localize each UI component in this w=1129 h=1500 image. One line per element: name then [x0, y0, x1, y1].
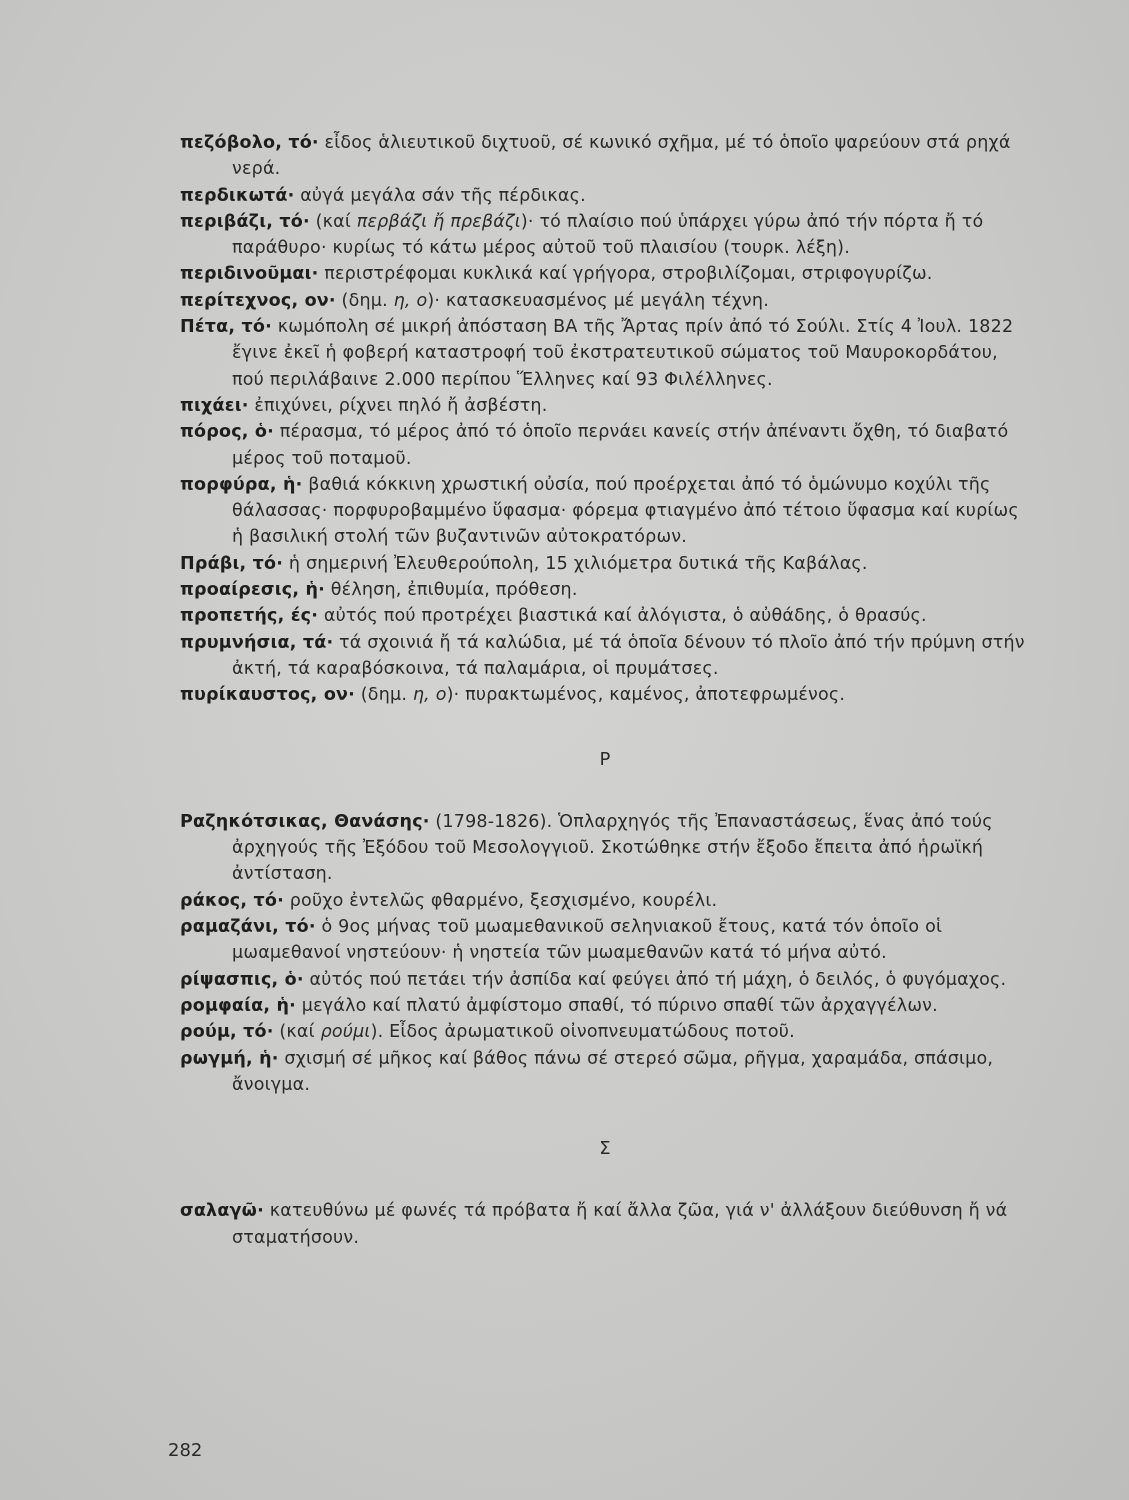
definition: πέρασμα, τό μέρος ἀπό τό ὁποῖο περνάει κανείς στήν ἀπέναντι ὄχθη, τό διαβατό μέρος τοῦ ποταμοῦ. [232, 422, 1009, 469]
variant-forms: ρούμι [320, 1022, 371, 1043]
headword: Πέτα, τό· [180, 317, 272, 338]
headword: Ραζηκότσικας, Θανάσης· [180, 811, 430, 832]
headword: πεζόβολο, τό· [180, 133, 319, 153]
definition: κατευθύνω μέ φωνές τά πρόβατα ἤ καί ἄλλα ζῶα, γιά ν' ἀλλάξουν διεύθυνση ἤ νά σταματήσουν. [232, 1201, 1008, 1248]
entry-perdikota [180, 183, 1030, 209]
letter-heading-rho: Ρ [599, 748, 611, 770]
page-number: 282 [168, 1440, 203, 1461]
entry-peritechnos [180, 288, 1030, 314]
definition: εἶδος ἁλιευτικοῦ διχτυοῦ, σέ κωνικό σχῆμα, μέ τό ὁποῖο ψαρεύουν στά ρηχά νερά. [232, 133, 1011, 180]
definition: )· πυρακτωμένος, καμένος, ἀποτεφρωμένος. [446, 685, 846, 706]
definition-prefix: (καί [273, 1022, 321, 1043]
headword: ρίψασπις, ὁ· [180, 969, 304, 990]
headword: πυρίκαυστος, ον· [180, 685, 356, 706]
headword: ρωγμή, ἡ· [180, 1048, 279, 1069]
definition: )· τό πλαίσιο πού ὑπάρχει γύρω ἀπό τήν πόρτα ἤ τό παράθυρο· κυρίως τό κάτω μέρος αὐτοῦ τοῦ πλαισίου (τουρκ. λέξη). [232, 211, 984, 259]
glossary [180, 130, 1030, 1251]
headword: περδικωτά· [180, 185, 295, 206]
variant-forms: η, ο [393, 290, 428, 311]
entry-porfyra [180, 472, 1030, 551]
definition: μεγάλο καί πλατύ ἀμφίστομο σπαθί, τό πύρινο σπαθί τῶν ἀρχαγγέλων. [296, 995, 938, 1016]
headword: πρυμνήσια, τά· [180, 632, 334, 653]
definition: ἐπιχύνει, ρίχνει πηλό ἤ ἀσβέστη. [248, 395, 548, 416]
entry-peta [180, 314, 1030, 393]
definition: ροῦχο ἐντελῶς φθαρμένο, ξεσχισμένο, κουρέλι. [283, 890, 718, 911]
entry-roum [180, 1019, 1030, 1045]
entry-rakos [180, 888, 1030, 914]
entry-perivazi [180, 209, 1030, 262]
definition: αὐτός πού προτρέχει βιαστικά καί ἀλόγιστα, ὁ αὐθάδης, ὁ θρασύς. [318, 606, 927, 627]
definition: βαθιά κόκκινη χρωστική οὐσία, πού προέρχεται ἀπό τό ὁμώνυμο κοχύλι τῆς θάλασσας· πορφυροβαμμένο ὕφασμα· φόρεμα φτιαγμένο ἀπό τέτοιο ὕφασμα καί κυρίως ἡ βασιλική στολή τῶν βυζαντινῶν αὐτοκρατόρων. [232, 474, 1019, 548]
letter-heading-sigma: Σ [599, 1138, 611, 1160]
variant-forms: η, ο [412, 685, 447, 706]
headword: περιδινοῦμαι· [180, 264, 319, 285]
headword: ράκος, τό· [180, 890, 284, 911]
entry-rogmi [180, 1046, 1030, 1099]
definition-prefix: (δημ. [355, 685, 413, 706]
entry-propetis [180, 603, 1030, 629]
entry-pezovolo [180, 130, 1030, 183]
definition: ἡ σημερινή Ἐλευθερούπολη, 15 χιλιόμετρα δυτικά τῆς Καβάλας. [283, 553, 868, 574]
entry-ramazani [180, 914, 1030, 967]
headword: ρούμ, τό· [180, 1022, 274, 1043]
definition-prefix: (δημ. [335, 290, 394, 311]
entry-ripsaspis [180, 967, 1030, 993]
definition: αὐγά μεγάλα σάν τῆς πέρδικας. [294, 185, 586, 206]
definition: ὁ 9ος μήνας τοῦ μωαμεθανικοῦ σεληνιακοῦ ἔτους, κατά τόν ὁποῖο οἱ μωαμεθανοί νηστεύουν· ἡ νηστεία τῶν μωαμεθανῶν κατά τό μήνα αὐτό. [232, 917, 943, 964]
entry-salago [180, 1198, 1030, 1251]
definition: κωμόπολη σέ μικρή ἀπόσταση ΒΑ τῆς Ἄρτας πρίν ἀπό τό Σούλι. Στίς 4 Ἰουλ. 1822 ἔγινε ἐκεῖ ἡ φοβερή καταστροφή τοῦ ἐκστρατευτικοῦ σώματος τοῦ Μαυροκορδάτου, πού περιλάβαινε 2.000 περίπου Ἕλληνες καί 93 Φιλέλληνες. [232, 317, 1014, 390]
entry-pyrikaustos [180, 682, 1030, 708]
headword: πορφύρα, ἡ· [180, 474, 303, 495]
entry-peridinoumai [180, 261, 1030, 287]
entry-poros [180, 419, 1030, 472]
headword: Πράβι, τό· [180, 553, 284, 574]
definition: αὐτός πού πετάει τήν ἀσπίδα καί φεύγει ἀπό τή μάχη, ὁ δειλός, ὁ φυγόμαχος. [303, 969, 1007, 990]
headword: προαίρεσις, ἡ· [180, 580, 325, 601]
definition: σχισμή σέ μῆκος καί βάθος πάνω σέ στερεό σῶμα, ρῆγμα, χαραμάδα, σπάσιμο, ἄνοιγμα. [232, 1048, 994, 1095]
entry-proairesis [180, 577, 1030, 603]
definition: τά σχοινιά ἤ τά καλώδια, μέ τά ὁποῖα δένουν τό πλοῖο ἀπό τήν πρύμνη στήν ἀκτή, τά καραβόσκοινα, τά παλαμάρια, οἱ πρυμάτσες. [232, 632, 1025, 679]
headword: ραμαζάνι, τό· [180, 917, 316, 938]
definition: )· κατασκευασμένος μέ μεγάλη τέχνη. [427, 290, 769, 311]
headword: ρομφαία, ἡ· [180, 995, 297, 1016]
definition-prefix: (καί [309, 211, 357, 232]
definition: θέληση, ἐπιθυμία, πρόθεση. [324, 580, 578, 601]
entry-pravi [180, 551, 1030, 577]
headword: πόρος, ὁ· [180, 422, 274, 443]
definition: (1798-1826). Ὁπλαρχηγός τῆς Ἐπαναστάσεως, ἕνας ἀπό τούς ἀρχηγούς τῆς Ἐξόδου τοῦ Μεσολογγιοῦ. Σκοτώθηκε στήν ἔξοδο ἔπειτα ἀπό ἡρωϊκή ἀντίσταση. [232, 811, 993, 885]
headword: πιχάει· [180, 395, 249, 416]
entry-pichaei [180, 393, 1030, 419]
headword: περίτεχνος, ον· [180, 290, 336, 311]
definition: περιστρέφομαι κυκλικά καί γρήγορα, στροβιλίζομαι, στριφογυρίζω. [318, 264, 933, 285]
entry-razikotsikas [180, 809, 1030, 888]
entry-romfaia [180, 993, 1030, 1019]
variant-forms: περβάζι ἤ πρεβάζι [356, 211, 521, 232]
definition: ). Εἶδος ἀρωματικοῦ οἰνοπνευματώδους ποτοῦ. [370, 1022, 795, 1043]
headword: περιβάζι, τό· [180, 211, 310, 232]
headword: σαλαγῶ· [180, 1201, 264, 1222]
headword: προπετής, ές· [180, 606, 319, 627]
entry-prymnisia [180, 630, 1030, 683]
